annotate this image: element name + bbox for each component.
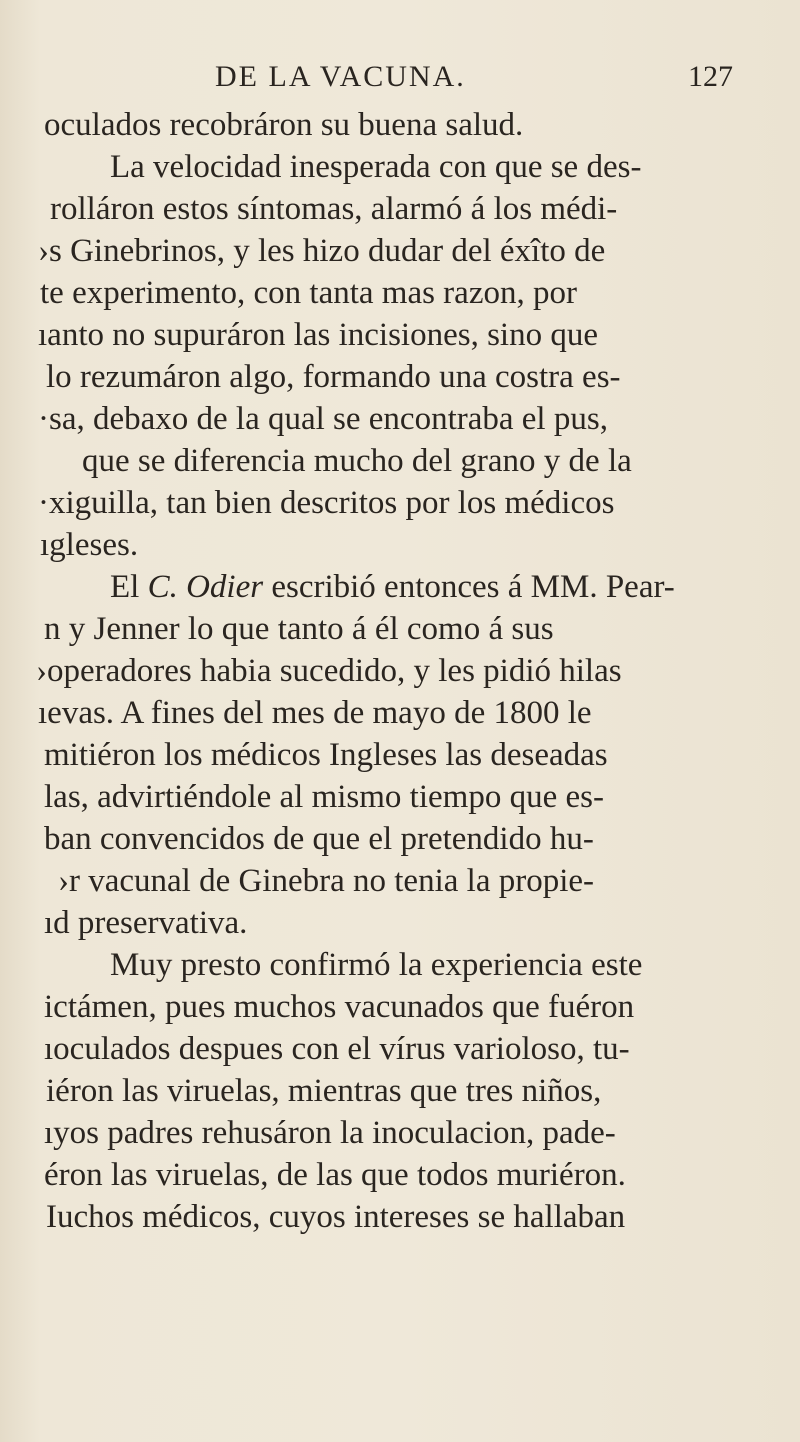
text-line-13: n y Jenner lo que tanto á él como á sus xyxy=(44,611,554,647)
text-line-21: Muy presto confirmó la experiencia este xyxy=(110,947,643,983)
text-line-12 xyxy=(110,568,675,606)
text-line-15: ıevas. A fines del mes de mayo de 1800 le xyxy=(38,695,592,731)
text-line-26: éron las viruelas, de las que todos muriéron. xyxy=(44,1157,626,1193)
text-line-24: iéron las viruelas, mientras que tres niños, xyxy=(46,1073,602,1109)
page-number: 127 xyxy=(688,60,733,93)
line-12-end: escribió entonces á MM. Pear- xyxy=(263,569,675,605)
text-line-9: que se diferencia mucho del grano y de la xyxy=(82,443,632,479)
text-line-3: rolláron estos síntomas, alarmó á los médi- xyxy=(50,191,618,227)
text-line-14: ›operadores habia sucedido, y les pidió hilas xyxy=(36,653,622,689)
text-line-27: Iuchos médicos, cuyos intereses se hallaban xyxy=(46,1199,626,1235)
text-line-7: lo rezumáron algo, formando una costra es- xyxy=(46,359,621,395)
author-name: C. Odier xyxy=(147,569,264,605)
text-line-5: te experimento, con tanta mas razon, por xyxy=(40,275,577,311)
text-line-4: ›s Ginebrinos, y les hizo dudar del éxîto de xyxy=(38,233,606,269)
running-head: DE LA VACUNA. xyxy=(215,60,466,93)
text-line-19: ›r vacunal de Ginebra no tenia la propie- xyxy=(58,863,595,899)
text-line-22: ictámen, pues muchos vacunados que fuéron xyxy=(44,989,635,1025)
text-line-1: oculados recobráron su buena salud. xyxy=(44,107,524,143)
text-line-23: ıoculados despues con el vírus varioloso, tu- xyxy=(44,1031,630,1067)
text-line-20: ıd preservativa. xyxy=(44,905,248,941)
text-line-16: mitiéron los médicos Ingleses las deseadas xyxy=(44,737,608,773)
text-line-2: La velocidad inesperada con que se des- xyxy=(110,149,642,185)
text-line-18: ban convencidos de que el pretendido hu- xyxy=(44,821,594,857)
page-header xyxy=(0,60,800,104)
text-line-11: ıgleses. xyxy=(40,527,139,563)
text-line-6: ıanto no supuráron las incisiones, sino que xyxy=(38,317,599,353)
text-line-17: las, advirtiéndole al mismo tiempo que es- xyxy=(44,779,604,815)
text-line-8: ·sa, debaxo de la qual se encontraba el pus, xyxy=(38,401,608,437)
text-line-10: ·xiguilla, tan bien descritos por los médicos xyxy=(38,485,615,521)
line-12-start: El xyxy=(110,569,148,605)
text-line-25: ıyos padres rehusáron la inoculacion, pade- xyxy=(44,1115,616,1151)
